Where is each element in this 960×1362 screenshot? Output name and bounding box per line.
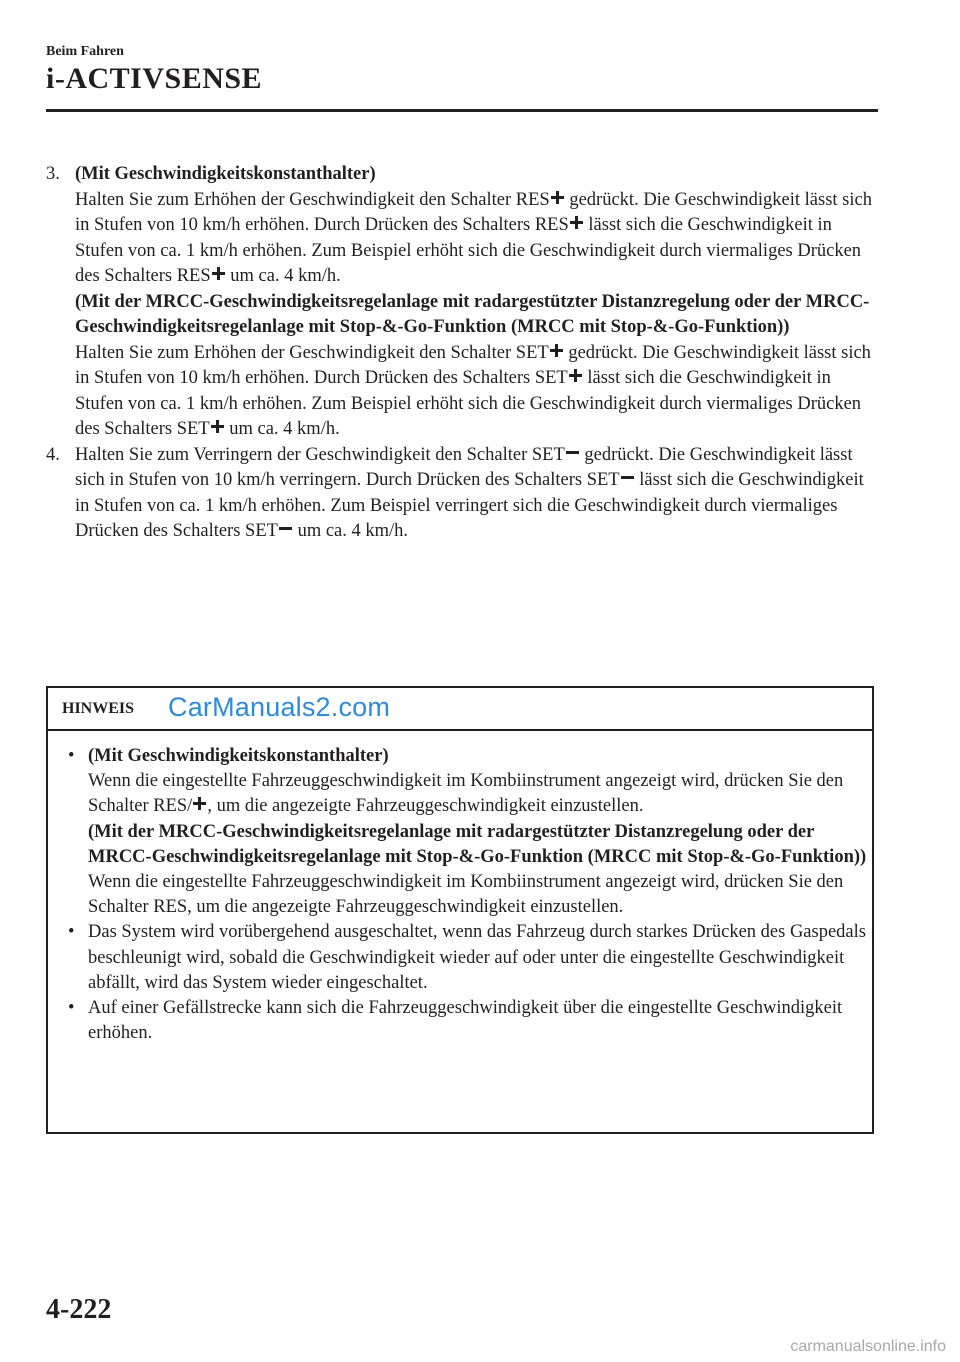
plus-icon bbox=[551, 191, 564, 204]
watermark-logo: CarManuals2.com bbox=[168, 692, 391, 722]
note-text: Wenn die eingestellte Fahrzeuggeschwindigkeit im Kombiinstrument angezeigt wird, drücken Sie den Schalter RES, um die angezeigte Fahrzeuggeschwindigkeit einzustellen. bbox=[88, 872, 844, 918]
minus-icon bbox=[566, 446, 579, 459]
note-text: Wenn die eingestellte Fahrzeuggeschwindigkeit im Kombiinstrument angezeigt wird, drücken Sie den Schalter RES/ , um die angezeigte Fahrzeuggeschwindigkeit einzustellen. bbox=[88, 771, 844, 817]
step-number: 3. bbox=[46, 164, 60, 184]
bullet-dot: • bbox=[68, 998, 75, 1019]
main-content bbox=[46, 162, 876, 545]
note-box bbox=[46, 686, 874, 1134]
step-heading: (Mit der MRCC-Geschwindigkeitsregelanlage mit radargestützter Distanzregelung oder der MRCC-Geschwindigkeitsregelanlage mit Stop-&-Go-Funktion (MRCC mit Stop-&-Go-Funktion)) bbox=[75, 291, 870, 337]
bullet-dot: • bbox=[68, 922, 75, 943]
note-body bbox=[62, 744, 868, 1046]
page-title: i-ACTIVSENSE bbox=[46, 62, 263, 95]
minus-icon bbox=[279, 522, 292, 535]
step-paragraph: Halten Sie zum Erhöhen der Geschwindigkeit den Schalter SET gedrückt. Die Geschwindigkeit lässt sich in Stufen von 10 km/h erhöhen. Durch Drücken des Schalters SET lässt sich die Geschwindigkeit in Stufen von ca. 1 km/h erhöhen. Zum Beispiel erhöht sich die Geschwindigkeit durch viermaliges Drücken des Schalters SET um ca. 4 km/h. bbox=[75, 342, 871, 439]
plus-icon bbox=[212, 267, 225, 280]
note-bullet bbox=[62, 920, 868, 996]
plus-icon bbox=[569, 369, 582, 382]
step-number: 4. bbox=[46, 444, 60, 465]
step-4 bbox=[46, 443, 876, 545]
step-paragraph: Halten Sie zum Erhöhen der Geschwindigkeit den Schalter RES gedrückt. Die Geschwindigkeit lässt sich in Stufen von 10 km/h erhöhen. Durch Drücken des Schalters RES lässt sich die Geschwindigkeit in Stufen von ca. 1 km/h erhöhen. Zum Beispiel erhöht sich die Geschwindigkeit durch viermaliges Drücken des Schalters RES um ca. 4 km/h. bbox=[75, 189, 872, 286]
step-paragraph: Halten Sie zum Verringern der Geschwindigkeit den Schalter SET gedrückt. Die Geschwindigkeit lässt sich in Stufen von 10 km/h verringern. Durch Drücken des Schalters SET lässt sich die Geschwindigkeit in Stufen von ca. 1 km/h erhöhen. Zum Beispiel verringert sich die Geschwindigkeit durch viermaliges Drücken des Schalters SET um ca. 4 km/h. bbox=[75, 444, 864, 541]
note-text: Das System wird vorübergehend ausgeschaltet, wenn das Fahrzeug durch starkes Drücken des Gaspedals beschleunigt wird, sobald die Geschwindigkeit wieder auf oder unter die eingestellte Geschwindigkeit abfällt, wird das System wieder eingeschaltet. bbox=[88, 922, 866, 993]
minus-icon bbox=[621, 471, 634, 484]
note-bullet bbox=[62, 996, 868, 1046]
plus-icon bbox=[211, 420, 224, 433]
plus-icon bbox=[193, 797, 206, 810]
section-label: Beim Fahren bbox=[46, 44, 124, 59]
site-watermark: carmanualsonline.info bbox=[790, 1338, 946, 1355]
note-heading: (Mit Geschwindigkeitskonstanthalter) bbox=[88, 746, 389, 766]
note-text: Auf einer Gefällstrecke kann sich die Fahrzeuggeschwindigkeit über die eingestellte Geschwindigkeit erhöhen. bbox=[88, 998, 843, 1044]
header-divider bbox=[46, 109, 878, 112]
step-heading: (Mit Geschwindigkeitskonstanthalter) bbox=[75, 164, 376, 184]
plus-icon bbox=[570, 216, 583, 229]
note-heading: (Mit der MRCC-Geschwindigkeitsregelanlage mit radargestützter Distanzregelung oder der MRCC-Geschwindigkeitsregelanlage mit Stop-&-Go-Funktion (MRCC mit Stop-&-Go-Funktion)) bbox=[88, 821, 867, 867]
note-bullet bbox=[62, 744, 868, 920]
step-3 bbox=[46, 162, 876, 443]
page-number: 4-222 bbox=[46, 1294, 112, 1325]
plus-icon bbox=[550, 344, 563, 357]
note-title: HINWEIS bbox=[62, 700, 135, 717]
note-header bbox=[48, 688, 872, 731]
bullet-dot: • bbox=[68, 746, 75, 766]
